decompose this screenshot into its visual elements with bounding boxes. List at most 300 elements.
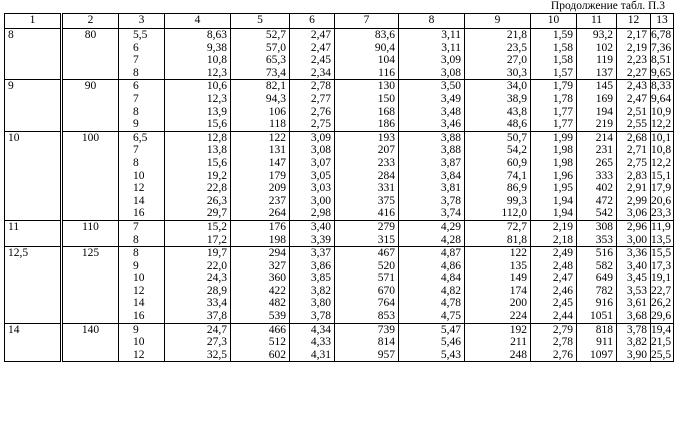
table-cell [465, 247, 531, 324]
cell-value: 174 [509, 284, 527, 297]
cell-value: 54,2 [506, 144, 527, 157]
cell-value: 24,3 [206, 272, 227, 285]
cell-value: 4,84 [440, 272, 461, 285]
cell-value: 2,78 [552, 336, 573, 349]
table-cell [119, 29, 165, 80]
cell-value: 60,9 [506, 156, 527, 169]
cell-value: 12,3 [206, 92, 227, 105]
cell-value: 90,4 [374, 41, 395, 54]
cell-value: 2,98 [310, 207, 331, 220]
cell-value: 168 [377, 105, 395, 118]
cell-value: 83,6 [374, 29, 395, 41]
table-cell [62, 247, 119, 324]
table-cell [62, 80, 119, 131]
table-cell [231, 220, 290, 246]
cell-value: 24,7 [206, 323, 227, 336]
cell-value: 8 [133, 156, 139, 169]
cell-value: 106 [268, 105, 286, 118]
cell-value: 32,5 [206, 348, 227, 361]
cell-value: 145 [595, 80, 613, 93]
cell-value: 1,96 [552, 169, 573, 182]
cell-value: 3,61 [626, 297, 647, 310]
cell-value: 10 [133, 272, 145, 285]
cell-value: 8 [8, 29, 14, 41]
cell-value: 7 [133, 220, 139, 233]
table-cell [62, 323, 119, 362]
cell-value: 17,3 [651, 259, 672, 272]
column-header: 6 [290, 14, 335, 29]
table-cell [5, 29, 62, 80]
cell-value: 5,47 [440, 323, 461, 336]
cell-value: 9,65 [651, 66, 672, 79]
cell-value: 3,00 [626, 233, 647, 246]
cell-value: 3,08 [440, 66, 461, 79]
cell-value: 14 [133, 297, 145, 310]
table-cell [119, 247, 165, 324]
cell-value: 3,80 [310, 297, 331, 310]
cell-value: 14 [133, 194, 145, 207]
cell-value: 29,7 [206, 207, 227, 220]
cell-value: 360 [268, 272, 286, 285]
cell-value: 22,7 [651, 284, 672, 297]
cell-value: 34,0 [506, 80, 527, 93]
table-cell [465, 29, 531, 80]
cell-value: 20,6 [651, 194, 672, 207]
table-cell [617, 220, 651, 246]
table-cell [62, 29, 119, 80]
cell-value: 13,8 [206, 144, 227, 157]
cell-value: 2,79 [552, 323, 573, 336]
column-header: 3 [119, 14, 165, 29]
cell-value: 3,82 [310, 284, 331, 297]
column-header: 4 [165, 14, 231, 29]
cell-value: 13,9 [206, 105, 227, 118]
cell-value: 10,8 [206, 54, 227, 67]
cell-value: 15,1 [651, 169, 672, 182]
cell-value: 1,57 [552, 66, 573, 79]
cell-value: 224 [509, 310, 527, 323]
table-cell [651, 131, 674, 220]
cell-value: 818 [595, 323, 613, 336]
table-cell [617, 29, 651, 80]
cell-value: 3,09 [440, 54, 461, 67]
table-cell [290, 131, 335, 220]
cell-value: 853 [377, 310, 395, 323]
cell-value: 482 [268, 297, 286, 310]
table-cell [335, 247, 399, 324]
cell-value: 520 [377, 259, 395, 272]
cell-value: 2,45 [552, 297, 573, 310]
table-cell [5, 323, 62, 362]
table-cell [165, 131, 231, 220]
cell-value: 12,2 [651, 118, 672, 131]
cell-value: 100 [81, 131, 100, 144]
cell-value: 2,23 [626, 54, 647, 67]
table-cell [399, 323, 465, 362]
cell-value: 118 [269, 118, 286, 131]
cell-value: 10,1 [651, 131, 672, 144]
cell-value: 4,34 [310, 323, 331, 336]
cell-value: 3,78 [440, 194, 461, 207]
cell-value: 1,98 [552, 156, 573, 169]
table-cell [531, 131, 577, 220]
cell-value: 2,43 [626, 80, 647, 93]
cell-value: 169 [595, 92, 613, 105]
table-cell [165, 220, 231, 246]
cell-value: 539 [268, 310, 286, 323]
cell-value: 14 [8, 323, 20, 336]
cell-value: 375 [377, 194, 395, 207]
cell-value: 327 [268, 259, 286, 272]
cell-value: 37,8 [206, 310, 227, 323]
table-cell [577, 247, 617, 324]
table-cell [531, 247, 577, 324]
cell-value: 22,0 [206, 259, 227, 272]
cell-value: 198 [268, 233, 286, 246]
cell-value: 74,1 [506, 169, 527, 182]
table-cell [5, 80, 62, 131]
cell-value: 10 [133, 169, 145, 182]
table-cell [651, 80, 674, 131]
cell-value: 73,4 [265, 66, 286, 79]
column-header: 13 [651, 14, 674, 29]
cell-value: 3,90 [626, 348, 647, 361]
cell-value: 12,5 [8, 247, 29, 260]
cell-value: 670 [377, 284, 395, 297]
cell-value: 1,58 [552, 41, 573, 54]
cell-value: 12 [133, 284, 145, 297]
table-cell [577, 80, 617, 131]
cell-value: 200 [509, 297, 527, 310]
cell-value: 233 [377, 156, 395, 169]
cell-value: 649 [595, 272, 613, 285]
cell-value: 48,6 [506, 118, 527, 131]
table-cell [290, 29, 335, 80]
cell-value: 13,5 [651, 233, 672, 246]
cell-value: 16 [133, 310, 145, 323]
cell-value: 782 [595, 284, 613, 297]
cell-value: 542 [595, 207, 613, 220]
table-cell [165, 80, 231, 131]
cell-value: 2,76 [310, 105, 331, 118]
cell-value: 2,75 [626, 156, 647, 169]
cell-value: 4,31 [310, 348, 331, 361]
cell-value: 764 [377, 297, 395, 310]
cell-value: 4,33 [310, 336, 331, 349]
cell-value: 1,77 [552, 105, 573, 118]
cell-value: 25,5 [651, 348, 672, 361]
cell-value: 15,6 [206, 156, 227, 169]
cell-value: 2,71 [626, 144, 647, 157]
cell-value: 15,6 [206, 118, 227, 131]
cell-value: 2,47 [552, 272, 573, 285]
cell-value: 308 [595, 220, 613, 233]
table-cell [5, 247, 62, 324]
cell-value: 2,99 [626, 194, 647, 207]
cell-value: 2,68 [626, 131, 647, 144]
table-row [5, 220, 674, 246]
cell-value: 43,8 [506, 105, 527, 118]
cell-value: 131 [268, 144, 286, 157]
cell-value: 6 [133, 80, 139, 93]
table-cell [531, 29, 577, 80]
table-cell [577, 29, 617, 80]
table-cell [231, 131, 290, 220]
cell-value: 8 [133, 247, 139, 260]
cell-value: 8,63 [206, 29, 227, 41]
table-cell [5, 131, 62, 220]
cell-value: 3,88 [440, 144, 461, 157]
cell-value: 12,2 [651, 156, 672, 169]
cell-value: 957 [377, 348, 395, 361]
cell-value: 3,46 [440, 118, 461, 131]
cell-value: 3,03 [310, 182, 331, 195]
cell-value: 3,06 [626, 207, 647, 220]
cell-value: 214 [595, 131, 613, 144]
cell-value: 2,76 [552, 348, 573, 361]
cell-value: 3,84 [440, 169, 461, 182]
cell-value: 27,0 [506, 54, 527, 67]
cell-value: 82,1 [265, 80, 286, 93]
cell-value: 2,48 [552, 259, 573, 272]
table-cell [231, 247, 290, 324]
cell-value: 19,2 [206, 169, 227, 182]
table-cell [531, 80, 577, 131]
cell-value: 3,40 [626, 259, 647, 272]
cell-value: 2,77 [310, 92, 331, 105]
table-cell [651, 323, 674, 362]
table-cell [231, 29, 290, 80]
cell-value: 916 [595, 297, 613, 310]
table-cell [651, 247, 674, 324]
cell-value: 12,3 [206, 66, 227, 79]
cell-value: 86,9 [506, 182, 527, 195]
cell-value: 211 [510, 336, 527, 349]
cell-value: 16 [133, 207, 145, 220]
cell-value: 12,8 [206, 131, 227, 144]
cell-value: 17,2 [206, 233, 227, 246]
cell-value: 2,55 [626, 118, 647, 131]
table-row [5, 131, 674, 220]
cell-value: 3,78 [310, 310, 331, 323]
cell-value: 3,39 [310, 233, 331, 246]
cell-value: 29,6 [651, 310, 672, 323]
cell-value: 81,8 [506, 233, 527, 246]
cell-value: 4,28 [440, 233, 461, 246]
cell-value: 5,46 [440, 336, 461, 349]
cell-value: 1,99 [552, 131, 573, 144]
cell-value: 3,05 [310, 169, 331, 182]
cell-value: 3,88 [440, 131, 461, 144]
cell-value: 2,19 [552, 220, 573, 233]
cell-value: 422 [268, 284, 286, 297]
cell-value: 3,74 [440, 207, 461, 220]
table-row [5, 29, 674, 80]
cell-value: 30,3 [506, 66, 527, 79]
cell-value: 582 [595, 259, 613, 272]
table-cell [165, 323, 231, 362]
profile-table [4, 13, 674, 362]
table-cell [399, 247, 465, 324]
cell-value: 512 [268, 336, 286, 349]
cell-value: 402 [595, 182, 613, 195]
cell-value: 110 [82, 220, 99, 233]
cell-value: 102 [595, 41, 613, 54]
cell-value: 2,19 [626, 41, 647, 54]
cell-value: 516 [595, 247, 613, 260]
cell-value: 3,11 [441, 29, 461, 41]
cell-value: 90 [84, 80, 97, 93]
table-cell [617, 131, 651, 220]
column-header: 11 [577, 14, 617, 29]
cell-value: 4,75 [440, 310, 461, 323]
cell-value: 23,5 [506, 41, 527, 54]
cell-value: 10 [133, 336, 145, 349]
cell-value: 7 [133, 144, 139, 157]
cell-value: 21,8 [506, 29, 527, 41]
table-cell [465, 80, 531, 131]
cell-value: 2,47 [626, 92, 647, 105]
cell-value: 28,9 [206, 284, 227, 297]
cell-value: 571 [377, 272, 395, 285]
cell-value: 8,51 [651, 54, 672, 67]
cell-value: 192 [509, 323, 527, 336]
cell-value: 94,3 [265, 92, 286, 105]
cell-value: 6,78 [651, 29, 672, 41]
cell-value: 186 [377, 118, 395, 131]
table-cell [119, 220, 165, 246]
cell-value: 52,7 [265, 29, 286, 41]
cell-value: 3,82 [626, 336, 647, 349]
column-header: 2 [62, 14, 119, 29]
cell-value: 4,86 [440, 259, 461, 272]
cell-value: 8 [133, 105, 139, 118]
cell-value: 3,11 [441, 41, 461, 54]
cell-value: 57,0 [265, 41, 286, 54]
cell-value: 5,5 [133, 29, 148, 41]
cell-value: 3,40 [310, 220, 331, 233]
cell-value: 19,1 [651, 272, 672, 285]
cell-value: 50,7 [506, 131, 527, 144]
cell-value: 4,82 [440, 284, 461, 297]
table-cell [231, 80, 290, 131]
cell-value: 3,87 [440, 156, 461, 169]
cell-value: 3,85 [310, 272, 331, 285]
column-header: 9 [465, 14, 531, 29]
cell-value: 2,47 [310, 41, 331, 54]
table-cell [165, 247, 231, 324]
cell-value: 176 [268, 220, 286, 233]
cell-value: 3,08 [310, 144, 331, 157]
cell-value: 3,45 [626, 272, 647, 285]
cell-value: 10 [8, 131, 20, 144]
table-caption: Продолжение табл. П.3 [550, 0, 665, 12]
cell-value: 237 [268, 194, 286, 207]
cell-value: 80 [84, 29, 97, 41]
cell-value: 137 [595, 66, 613, 79]
cell-value: 231 [595, 144, 613, 157]
cell-value: 2,83 [626, 169, 647, 182]
cell-value: 9 [133, 323, 139, 336]
table-cell [62, 220, 119, 246]
cell-value: 2,75 [310, 118, 331, 131]
cell-value: 3,50 [440, 80, 461, 93]
cell-value: 2,49 [552, 247, 573, 260]
table-cell [290, 247, 335, 324]
cell-value: 22,8 [206, 182, 227, 195]
cell-value: 602 [268, 348, 286, 361]
column-header: 10 [531, 14, 577, 29]
table-cell [335, 29, 399, 80]
cell-value: 194 [595, 105, 613, 118]
table-cell [399, 80, 465, 131]
cell-value: 99,3 [506, 194, 527, 207]
table-cell [290, 220, 335, 246]
cell-value: 207 [377, 144, 395, 157]
cell-value: 122 [509, 247, 527, 260]
cell-value: 119 [596, 54, 613, 67]
cell-value: 3,48 [440, 105, 461, 118]
cell-value: 3,49 [440, 92, 461, 105]
cell-value: 248 [509, 348, 527, 361]
cell-value: 472 [595, 194, 613, 207]
cell-value: 149 [509, 272, 527, 285]
table-cell [335, 131, 399, 220]
cell-value: 19,7 [206, 247, 227, 260]
cell-value: 2,51 [626, 105, 647, 118]
cell-value: 416 [377, 207, 395, 220]
cell-value: 9,38 [206, 41, 227, 54]
cell-value: 193 [377, 131, 395, 144]
cell-value: 33,4 [206, 297, 227, 310]
table-cell [119, 323, 165, 362]
cell-value: 209 [268, 182, 286, 195]
cell-value: 1,77 [552, 118, 573, 131]
cell-value: 130 [377, 80, 395, 93]
cell-value: 264 [268, 207, 286, 220]
table-row [5, 80, 674, 131]
table-row [5, 323, 674, 362]
cell-value: 93,2 [592, 29, 613, 41]
cell-value: 65,3 [265, 54, 286, 67]
cell-value: 116 [378, 66, 395, 79]
cell-value: 911 [596, 336, 613, 349]
cell-value: 3,68 [626, 310, 647, 323]
cell-value: 7 [133, 54, 139, 67]
cell-value: 1,94 [552, 207, 573, 220]
cell-value: 11,9 [651, 220, 671, 233]
cell-value: 466 [268, 323, 286, 336]
column-header: 12 [617, 14, 651, 29]
cell-value: 2,45 [310, 54, 331, 67]
cell-value: 3,53 [626, 284, 647, 297]
cell-value: 15,5 [651, 247, 672, 260]
cell-value: 3,81 [440, 182, 461, 195]
cell-value: 2,27 [626, 66, 647, 79]
table-cell [577, 323, 617, 362]
table-cell [465, 323, 531, 362]
table-cell [651, 29, 674, 80]
cell-value: 9 [8, 80, 14, 93]
cell-value: 3,00 [310, 194, 331, 207]
cell-value: 2,91 [626, 182, 647, 195]
cell-value: 4,29 [440, 220, 461, 233]
cell-value: 315 [377, 233, 395, 246]
cell-value: 2,96 [626, 220, 647, 233]
table-cell [119, 131, 165, 220]
cell-value: 3,86 [310, 259, 331, 272]
cell-value: 8 [133, 233, 139, 246]
